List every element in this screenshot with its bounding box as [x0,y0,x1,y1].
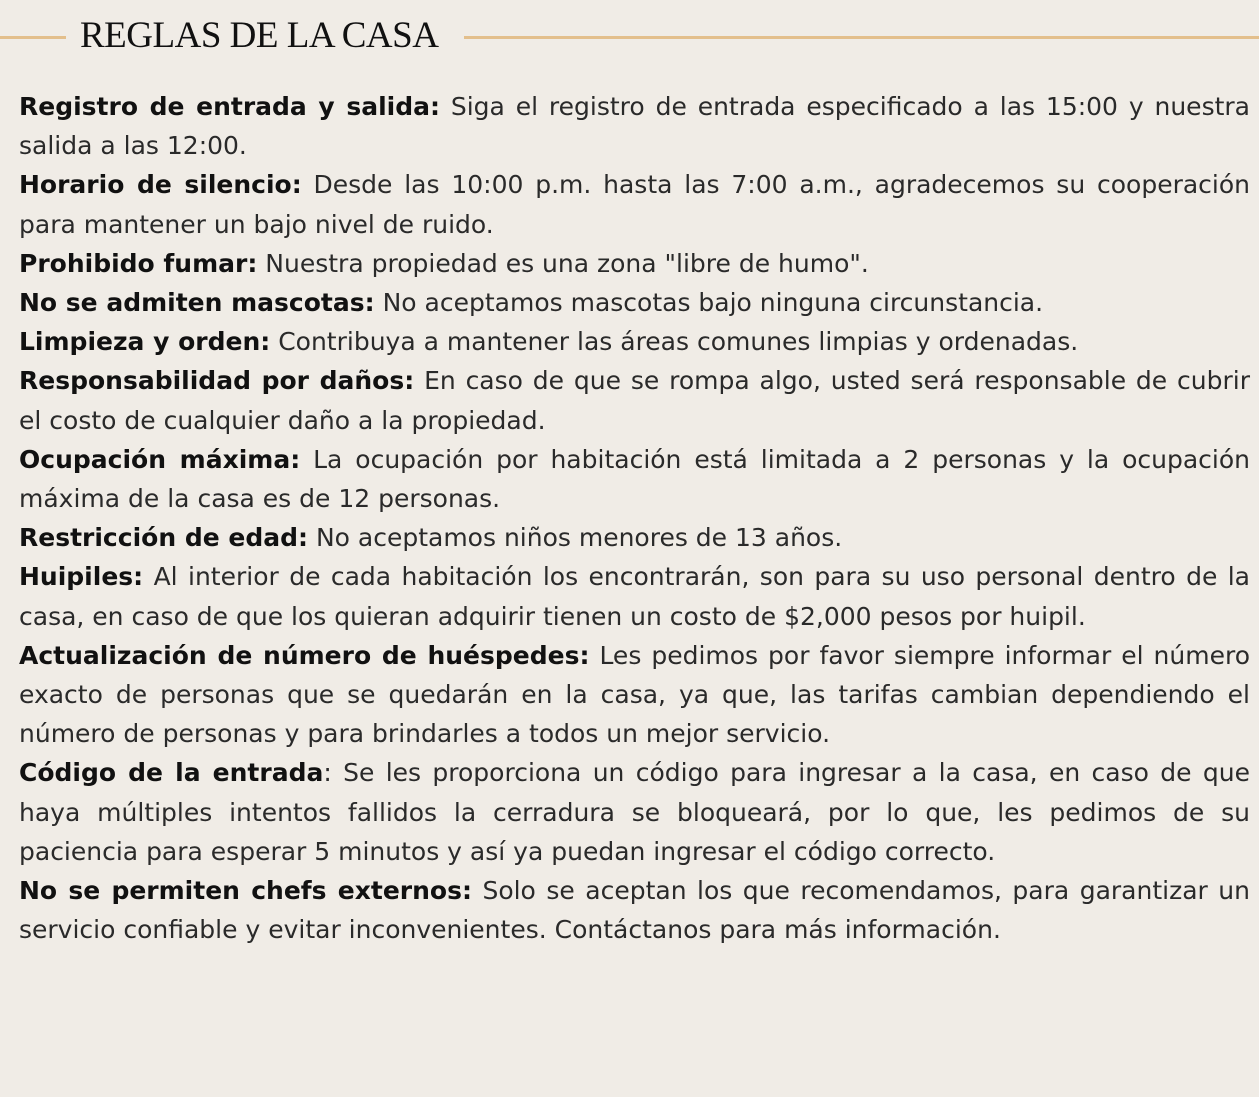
rule-text: Al interior de cada habitación los encontrarán, son para su uso personal dentro de la casa, en caso de que los quieran adquirir tienen un costo de $2,000 pesos por huipil. [19,562,1250,631]
rule-text: No aceptamos niños menores de 13 años. [308,523,843,553]
rule-text: Contribuya a mantener las áreas comunes limpias y ordenadas. [270,327,1079,357]
rule-age-restriction [19,518,1250,557]
rule-huipiles [19,557,1250,635]
rule-term: No se permiten chefs externos: [19,876,472,906]
rule-term: Restricción de edad: [19,523,308,553]
rule-text: Nuestra propiedad es una zona "libre de humo". [257,248,869,278]
rule-term: Prohibido fumar: [19,248,258,278]
rule-text: La ocupación por habitación está limitada a 2 personas y la ocupación máxima de la casa es de 12 personas. [19,444,1250,514]
rule-term: Huipiles: [19,562,144,592]
rule-text: : Se les proporciona un código para ingresar a la casa, en caso de que haya múltiples intentos fallidos la cerradura se bloqueará, por lo que, les pedimos de su paciencia para esperar 5 minutos y así ya puedan ingresar el código correcto. [19,758,1250,866]
rule-term: Ocupación máxima: [19,444,301,474]
header-divider-left [0,36,66,39]
house-rules-list [19,87,1250,949]
rule-text: Les pedimos por favor siempre informar el número exacto de personas que se quedarán en la casa, ya que, las tarifas cambian dependiendo el número de personas y para brindarles a todos un mejor servicio. [19,640,1250,749]
rule-entry-code [19,753,1250,871]
rule-cleanliness [19,322,1250,361]
rule-quiet-hours [19,165,1250,243]
rule-term: Código de la entrada [19,758,324,788]
rule-no-external-chefs [19,871,1250,949]
rule-term: Horario de silencio: [19,170,302,200]
rule-no-pets [19,283,1250,322]
rule-text: Siga el registro de entrada especificado a las 15:00 y nuestra salida a las 12:00. [19,92,1250,161]
page-title: REGLAS DE LA CASA [80,15,439,56]
rule-damages [19,361,1250,439]
section-header [0,10,1259,62]
rule-guest-count-update [19,636,1250,754]
rule-term: Limpieza y orden: [19,327,271,357]
rule-text: Solo se aceptan los que recomendamos, para garantizar un servicio confiable y evitar inconvenientes. Contáctanos para más información. [19,876,1250,945]
rule-check-in-out [19,87,1250,165]
rule-max-occupancy [19,440,1250,518]
rule-text: No aceptamos mascotas bajo ninguna circunstancia. [374,288,1044,318]
rule-term: No se admiten mascotas: [19,288,375,318]
rule-term: Registro de entrada y salida: [19,92,440,121]
rule-term: Actualización de número de huéspedes: [19,640,590,670]
rule-no-smoking [19,244,1250,283]
rule-term: Responsabilidad por daños: [19,366,415,396]
header-divider-right [464,36,1259,39]
rule-text: En caso de que se rompa algo, usted será responsable de cubrir el costo de cualquier daño a la propiedad. [19,366,1250,435]
rule-text: Desde las 10:00 p.m. hasta las 7:00 a.m., agradecemos su cooperación para mantener un bajo nivel de ruido. [19,170,1250,239]
